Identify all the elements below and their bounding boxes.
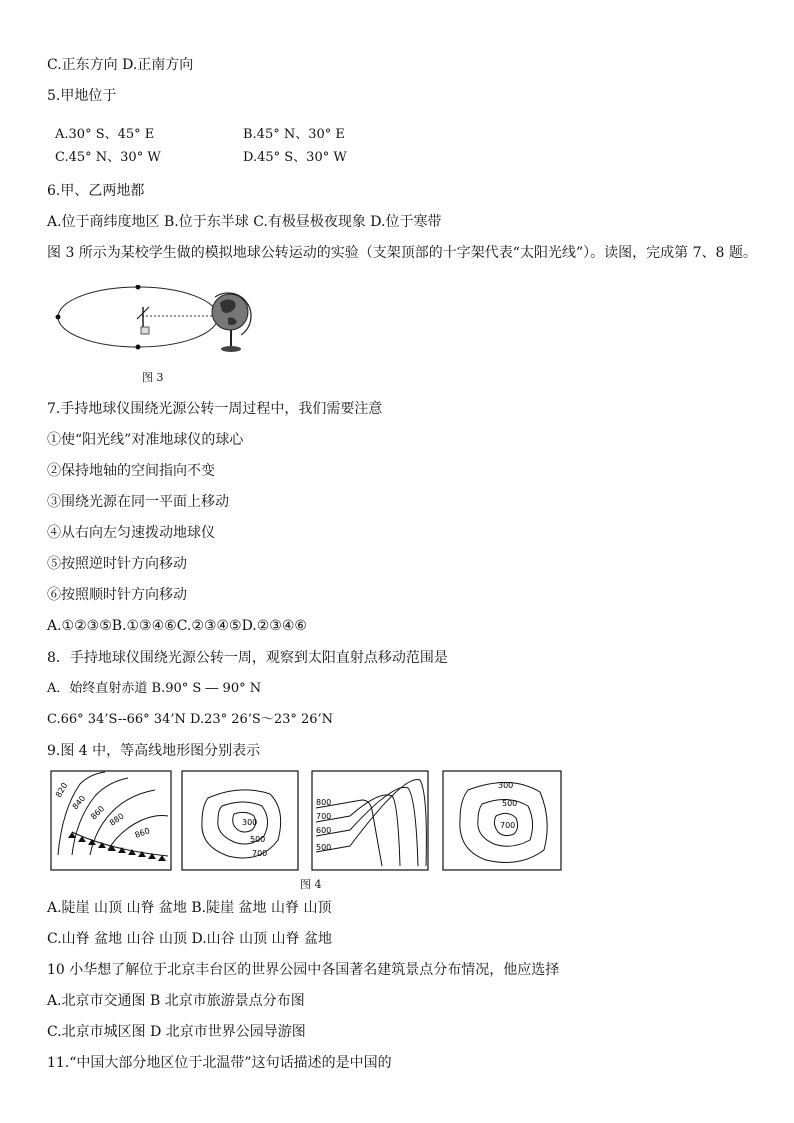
map1-label-860b: 860 xyxy=(133,826,152,840)
map1-label-840: 840 xyxy=(70,793,88,812)
orbit-ellipse xyxy=(58,287,218,347)
fig4-caption: 图 4 xyxy=(300,878,322,891)
map4-label-500: 500 xyxy=(502,799,518,808)
contour-map-1 xyxy=(51,771,171,870)
q7-item-4: ④从右向左匀速拨动地球仪 xyxy=(47,525,215,541)
q5-stem: 5.甲地位于 xyxy=(47,88,117,104)
q8-options-ab: A．始终直射赤道 B.90° S ― 90° N xyxy=(47,681,262,696)
map3-label-600: 600 xyxy=(316,826,332,835)
fig3-caption: 图 3 xyxy=(142,371,164,384)
q5-option-c: C.45° N、30° W xyxy=(55,150,161,165)
map3-label-500: 500 xyxy=(316,843,332,852)
stand-base xyxy=(141,327,149,334)
q9-stem: 9.图 4 中，等高线地形图分别表示 xyxy=(47,743,261,759)
q6-options: A.位于商纬度地区 B.位于东半球 C.有极昼极夜现象 D.位于寒带 xyxy=(47,214,442,230)
globe-base xyxy=(221,346,241,352)
q9-options-cd: C.山脊 盆地 山谷 山顶 D.山谷 山顶 山脊 盆地 xyxy=(47,931,332,947)
q7-item-3: ③围绕光源在同一平面上移动 xyxy=(47,494,229,510)
map3-label-700: 700 xyxy=(316,812,332,821)
map2-label-500: 500 xyxy=(250,835,266,844)
q7-options: A.①②③⑤B.①③④⑥C.②③④⑤D.②③④⑥ xyxy=(47,618,307,634)
map2-label-300: 300 xyxy=(242,818,258,827)
q6-stem: 6.甲、乙两地都 xyxy=(47,183,145,199)
q10-stem: 10 小华想了解位于北京丰台区的世界公园中各国著名建筑景点分布情况，他应选择 xyxy=(47,962,560,978)
orbit-point-bottom xyxy=(136,345,141,350)
q7-item-5: ⑤按照逆时针方向移动 xyxy=(47,556,187,572)
orbit-point-top xyxy=(136,285,141,290)
map2-label-700: 700 xyxy=(252,849,268,858)
q7-stem: 7.手持地球仪围绕光源公转一周过程中，我们需要注意 xyxy=(47,401,383,417)
map4-label-700: 700 xyxy=(500,821,516,830)
map1-label-820: 820 xyxy=(53,781,70,799)
figure-3-orbit xyxy=(50,285,270,370)
intro-7-8: 图 3 所示为某校学生做的模拟地球公转运动的实验（支架顶部的十字架代表“太阳光线”）。读图，完成第 7、8 题。 xyxy=(47,245,757,261)
q5-option-b: B.45° N、30° E xyxy=(243,127,345,142)
q5-option-a: A.30° S、45° E xyxy=(55,127,155,142)
figure-4-contour-maps xyxy=(50,770,562,872)
q8-stem: 8．手持地球仪围绕光源公转一周，观察到太阳直射点移动范围是 xyxy=(47,650,448,666)
map3-label-800: 800 xyxy=(316,798,332,807)
q10-options-cd: C.北京市城区图 D 北京市世界公园导游图 xyxy=(47,1024,306,1040)
q5-option-d: D.45° S、30° W xyxy=(243,150,347,165)
q7-item-6: ⑥按照顺时针方向移动 xyxy=(47,587,187,603)
contour-map-4 xyxy=(443,771,561,870)
contour-map-2 xyxy=(182,771,298,870)
map1-label-880: 880 xyxy=(107,811,126,828)
contour-map-3 xyxy=(312,771,428,870)
q11-stem: 11.“中国大部分地区位于北温带”这句话描述的是中国的 xyxy=(47,1055,392,1071)
orbit-point-left xyxy=(56,315,61,320)
line-q4-options: C.正东方向 D.正南方向 xyxy=(47,57,194,73)
q7-item-2: ②保持地轴的空间指向不变 xyxy=(47,463,215,479)
q8-options-cd: C.66° 34’S--66° 34’N D.23° 26’S～23° 26’N xyxy=(47,712,334,727)
q9-options-ab: A.陡崖 山顶 山脊 盆地 B.陡崖 盆地 山脊 山顶 xyxy=(47,900,332,916)
q10-options-ab: A.北京市交通图 B 北京市旅游景点分布图 xyxy=(47,993,305,1009)
q7-item-1: ①使“阳光线”对准地球仪的球心 xyxy=(47,432,244,448)
map1-label-860: 860 xyxy=(89,804,107,822)
map4-label-300: 300 xyxy=(498,781,514,790)
